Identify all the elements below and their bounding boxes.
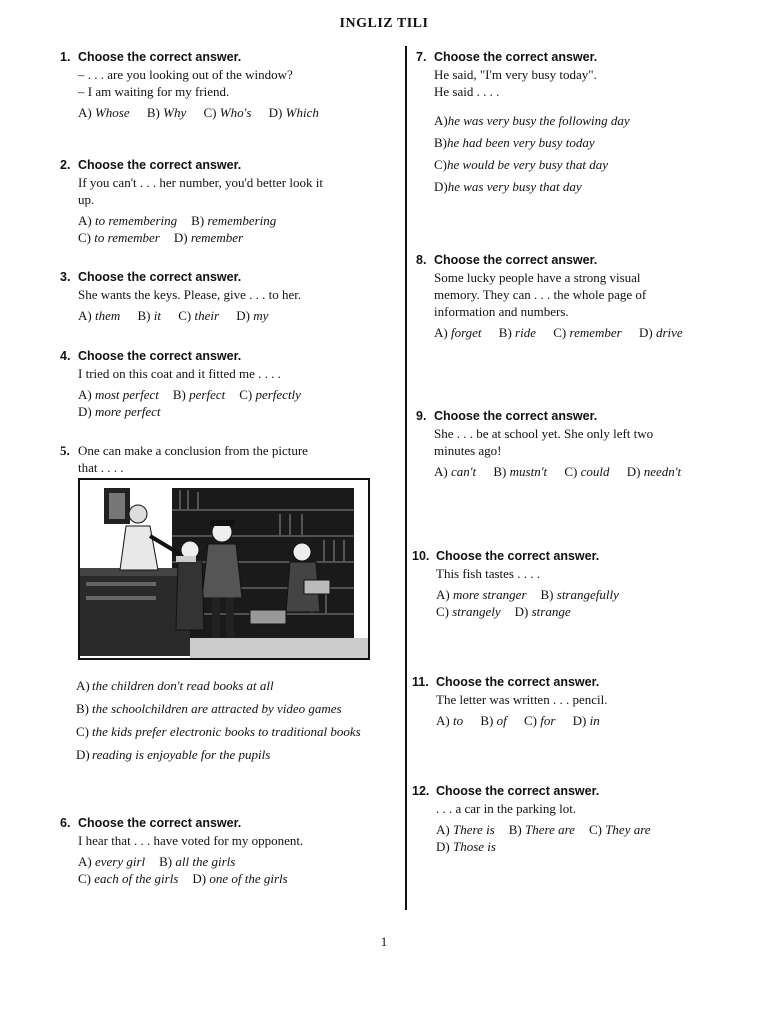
option-a[interactable]: There is: [452, 822, 495, 837]
option-b[interactable]: the schoolchildren are attracted by video games: [92, 701, 342, 716]
option-label: B): [146, 105, 160, 120]
option-label: A): [436, 822, 450, 837]
option-label: A): [78, 308, 92, 323]
question-number: 8.: [416, 253, 427, 267]
option-label: B): [508, 822, 522, 837]
option-a[interactable]: every girl: [94, 854, 146, 869]
option-d[interactable]: he was very busy that day: [447, 179, 582, 194]
question-head: Choose the correct answer.: [78, 158, 242, 172]
question-head: One can make a conclusion from the picture: [78, 443, 308, 458]
question-line: . . . a car in the parking lot.: [436, 801, 577, 816]
option-b[interactable]: ride: [515, 325, 536, 340]
question-3: [60, 268, 301, 324]
option-b[interactable]: perfect: [189, 387, 226, 402]
option-b[interactable]: There are: [525, 822, 575, 837]
option-label: C): [239, 387, 253, 402]
option-label: C): [553, 325, 567, 340]
option-label: C): [203, 105, 217, 120]
option-d[interactable]: my: [253, 308, 269, 323]
question-line: memory. They can . . . the whole page of: [434, 287, 647, 302]
question-head: Choose the correct answer.: [436, 549, 600, 563]
question-5: [60, 442, 308, 476]
option-a[interactable]: Whose: [94, 105, 130, 120]
question-head: Choose the correct answer.: [78, 816, 242, 830]
option-label: D): [268, 105, 283, 120]
option-label: A): [78, 387, 92, 402]
option-label: D): [236, 308, 251, 323]
option-label: D): [76, 747, 90, 762]
question-5-options: [76, 673, 376, 763]
option-label: D): [626, 464, 641, 479]
question-number: 11.: [412, 675, 429, 689]
option-label: A): [78, 854, 92, 869]
question-line: Some lucky people have a strong visual: [434, 270, 641, 285]
option-label: D): [78, 404, 92, 419]
option-a[interactable]: more stranger: [452, 587, 527, 602]
option-b[interactable]: it: [153, 308, 161, 323]
option-d[interactable]: reading is enjoyable for the pupils: [92, 747, 271, 762]
option-label: B): [498, 325, 512, 340]
question-head: Choose the correct answer.: [436, 784, 600, 798]
question-7: [416, 48, 630, 195]
question-number: 10.: [412, 549, 430, 563]
option-c[interactable]: he would be very busy that day: [447, 157, 609, 172]
option-label: B): [434, 135, 447, 150]
option-a[interactable]: to remembering: [94, 213, 178, 228]
library-picture: [78, 478, 370, 660]
option-c[interactable]: strangely: [452, 604, 501, 619]
option-c[interactable]: for: [540, 713, 556, 728]
question-8: [416, 251, 683, 341]
option-a[interactable]: the children don't read books at all: [92, 678, 274, 693]
option-a[interactable]: them: [94, 308, 121, 323]
option-label: B): [191, 213, 205, 228]
option-b[interactable]: strangefully: [556, 587, 619, 602]
option-label: D): [173, 230, 188, 245]
question-line: He said, "I'm very busy today".: [434, 67, 597, 82]
question-1: [60, 48, 319, 121]
option-d[interactable]: strange: [531, 604, 571, 619]
question-line: I hear that . . . have voted for my opponent.: [78, 833, 304, 848]
option-c[interactable]: to remember: [94, 230, 160, 245]
option-a[interactable]: to: [452, 713, 464, 728]
question-head: Choose the correct answer.: [436, 675, 600, 689]
option-label: A): [76, 678, 90, 693]
option-label: B): [172, 387, 186, 402]
question-line: She wants the keys. Please, give . . . to her.: [78, 287, 302, 302]
option-label: A): [78, 213, 92, 228]
question-line: The letter was written . . . pencil.: [436, 692, 608, 707]
option-label: C): [436, 604, 449, 619]
question-2: [60, 156, 323, 246]
question-number: 2.: [60, 158, 71, 172]
question-head: Choose the correct answer.: [78, 349, 242, 363]
option-b[interactable]: mustn't: [509, 464, 548, 479]
option-label: A): [434, 113, 448, 128]
option-label: D): [514, 604, 529, 619]
question-head: Choose the correct answer.: [78, 270, 242, 284]
question-line: He said . . . .: [434, 84, 500, 99]
question-line: that . . . .: [78, 460, 124, 475]
option-label: D): [638, 325, 653, 340]
question-line: I tried on this coat and it fitted me . . . .: [78, 366, 281, 381]
option-label: C): [76, 724, 89, 739]
option-label: B): [493, 464, 507, 479]
option-d[interactable]: needn't: [643, 464, 682, 479]
question-number: 6.: [60, 816, 71, 830]
option-label: A): [436, 713, 450, 728]
question-head: Choose the correct answer.: [78, 50, 242, 64]
option-label: C): [564, 464, 578, 479]
option-b[interactable]: remembering: [207, 213, 277, 228]
column-divider: [405, 46, 407, 910]
option-label: B): [159, 854, 173, 869]
question-10: [412, 547, 619, 620]
option-d[interactable]: remember: [190, 230, 244, 245]
option-c[interactable]: Who's: [219, 105, 252, 120]
option-label: C): [78, 230, 91, 245]
question-head: Choose the correct answer.: [434, 253, 598, 267]
question-number: 5.: [60, 443, 70, 458]
option-d[interactable]: one of the girls: [209, 871, 288, 886]
option-label: A): [78, 105, 92, 120]
option-d[interactable]: Those is: [452, 839, 496, 854]
option-c[interactable]: could: [580, 464, 610, 479]
option-label: C): [178, 308, 192, 323]
question-line: If you can't . . . her number, you'd better look it: [78, 175, 323, 190]
option-label: A): [434, 464, 448, 479]
option-c[interactable]: each of the girls: [94, 871, 179, 886]
option-label: B): [137, 308, 151, 323]
option-b[interactable]: Why: [163, 105, 187, 120]
question-line: information and numbers.: [434, 304, 569, 319]
option-label: D): [436, 839, 450, 854]
question-12: [412, 782, 651, 855]
question-9: [416, 407, 681, 480]
option-label: C): [588, 822, 602, 837]
option-label: B): [540, 587, 554, 602]
option-a[interactable]: forget: [450, 325, 482, 340]
option-b[interactable]: of: [496, 713, 507, 728]
question-6: [60, 814, 303, 887]
option-d[interactable]: drive: [655, 325, 683, 340]
option-label: D): [434, 179, 448, 194]
page-number: 1: [380, 934, 388, 949]
option-label: A): [434, 325, 448, 340]
option-a[interactable]: can't: [450, 464, 477, 479]
question-line: up.: [78, 192, 95, 207]
question-head: Choose the correct answer.: [434, 409, 598, 423]
page-title: INGLIZ TILI: [339, 16, 429, 31]
option-a[interactable]: most perfect: [94, 387, 159, 402]
question-number: 7.: [416, 50, 427, 64]
question-line: – . . . are you looking out of the window?: [78, 67, 293, 82]
option-c[interactable]: their: [194, 308, 220, 323]
option-b[interactable]: all the girls: [175, 854, 236, 869]
option-label: A): [436, 587, 450, 602]
question-number: 3.: [60, 270, 71, 284]
question-line: – I am waiting for my friend.: [78, 84, 230, 99]
question-line: minutes ago!: [434, 443, 502, 458]
option-label: C): [523, 713, 537, 728]
option-d[interactable]: Which: [285, 105, 319, 120]
question-line: She . . . be at school yet. She only left two: [434, 426, 654, 441]
question-11: [412, 673, 607, 729]
option-c[interactable]: remember: [569, 325, 622, 340]
option-d[interactable]: in: [589, 713, 600, 728]
option-c[interactable]: perfectly: [255, 387, 301, 402]
option-b[interactable]: he had been very busy today: [447, 135, 595, 150]
question-number: 1.: [60, 50, 71, 64]
question-line: This fish tastes . . . .: [436, 566, 540, 581]
option-label: B): [480, 713, 494, 728]
question-4: [60, 347, 301, 420]
option-label: C): [434, 157, 447, 172]
question-head: Choose the correct answer.: [434, 50, 598, 64]
option-d[interactable]: more perfect: [94, 404, 161, 419]
option-label: D): [192, 871, 207, 886]
option-c[interactable]: They are: [605, 822, 651, 837]
option-label: C): [78, 871, 91, 886]
option-label: D): [572, 713, 587, 728]
question-number: 9.: [416, 409, 427, 423]
question-number: 12.: [412, 784, 430, 798]
option-a[interactable]: he was very busy the following day: [447, 113, 630, 128]
library-illustration: [80, 480, 368, 658]
option-c[interactable]: the kids prefer electronic books to traditional books: [92, 724, 361, 739]
question-number: 4.: [60, 349, 71, 363]
option-label: B): [76, 701, 89, 716]
